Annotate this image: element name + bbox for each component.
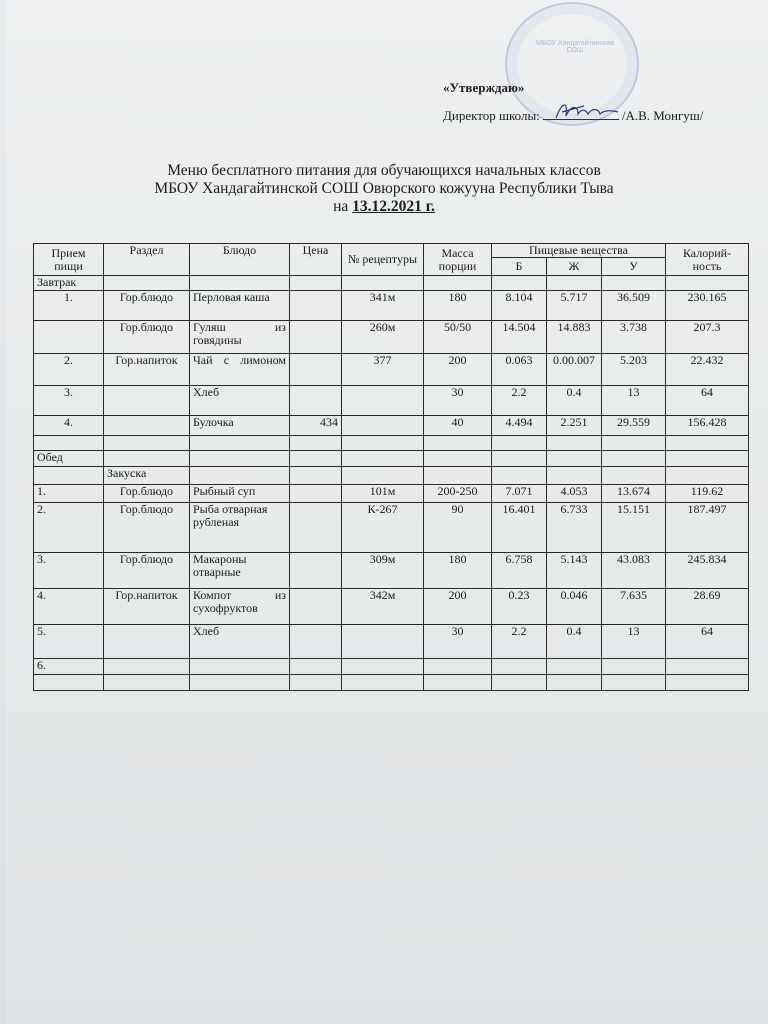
row-u: 13 <box>602 625 666 659</box>
col-b: Б <box>492 258 547 276</box>
row-mass: 180 <box>424 291 492 321</box>
row-price <box>290 386 342 416</box>
header-row-1 <box>34 244 749 258</box>
row-b: 2.2 <box>492 386 547 416</box>
row-section: Гор.блюдо <box>104 553 190 589</box>
row-mass: 30 <box>424 625 492 659</box>
row-number: 1. <box>34 291 104 321</box>
row-section: Гор.блюдо <box>104 503 190 553</box>
row-zh: 14.883 <box>547 321 602 354</box>
row-u: 7.635 <box>602 589 666 625</box>
row-zh: 0.00.007 <box>547 354 602 386</box>
director-signature <box>548 96 628 126</box>
row-recipe: 342м <box>342 589 424 625</box>
row-number: 4. <box>34 589 104 625</box>
title-line-1: Меню бесплатного питания для обучающихся начальных классов <box>167 162 601 179</box>
row-recipe: 341м <box>342 291 424 321</box>
table-row <box>34 659 749 675</box>
row-kcal: 207.3 <box>666 321 749 354</box>
row-b: 2.2 <box>492 625 547 659</box>
menu-date: 13.12.2021 г. <box>352 198 435 215</box>
row-recipe: 377 <box>342 354 424 386</box>
row-u: 29.559 <box>602 416 666 436</box>
row-mass: 30 <box>424 386 492 416</box>
row-zh: 0.4 <box>547 625 602 659</box>
row-section: Гор.блюдо <box>104 291 190 321</box>
title-line-3 <box>0 198 768 216</box>
table-row <box>34 321 749 354</box>
row-u: 3.738 <box>602 321 666 354</box>
row-kcal: 64 <box>666 625 749 659</box>
table-row <box>34 354 749 386</box>
row-u: 13.674 <box>602 485 666 503</box>
row-number: 6. <box>34 659 104 675</box>
menu-table <box>33 243 749 691</box>
document-title <box>0 162 768 216</box>
row-mass: 180 <box>424 553 492 589</box>
row-dish: Макароны отварные <box>190 553 290 589</box>
row-number: 2. <box>34 354 104 386</box>
row-recipe: 260м <box>342 321 424 354</box>
title-line-2: МБОУ Хандагайтинской СОШ Овюрского кожууна Республики Тыва <box>154 180 614 197</box>
row-mass: 200 <box>424 589 492 625</box>
row-recipe <box>342 386 424 416</box>
table-row <box>34 625 749 659</box>
row-kcal: 245.834 <box>666 553 749 589</box>
row-price <box>290 321 342 354</box>
row-number: 5. <box>34 625 104 659</box>
row-recipe: 101м <box>342 485 424 503</box>
col-meal: Прием пищи <box>34 244 104 276</box>
table-row <box>34 416 749 436</box>
row-b: 7.071 <box>492 485 547 503</box>
row-recipe: 309м <box>342 553 424 589</box>
breakfast-label: Завтрак <box>34 276 104 291</box>
row-number: 4. <box>34 416 104 436</box>
row-b: 0.063 <box>492 354 547 386</box>
col-dish: Блюдо <box>190 244 290 276</box>
row-mass: 200 <box>424 354 492 386</box>
empty-row <box>34 436 749 451</box>
row-dish: Гуляш из говядины <box>190 321 290 354</box>
lunch-label: Обед <box>34 451 104 467</box>
col-recipe: № рецептуры <box>342 244 424 276</box>
row-kcal: 156.428 <box>666 416 749 436</box>
row-section: Гор.напиток <box>104 589 190 625</box>
row-kcal: 28.69 <box>666 589 749 625</box>
row-section: Гор.напиток <box>104 354 190 386</box>
snack-label: Закуска <box>104 467 190 485</box>
row-u: 13 <box>602 386 666 416</box>
approval-heading: «Утверждаю» <box>443 80 525 95</box>
lunch-section-row <box>34 451 749 467</box>
row-price <box>290 553 342 589</box>
row-b: 4.494 <box>492 416 547 436</box>
col-nutrients: Пищевые вещества <box>492 244 666 258</box>
table-row <box>34 503 749 553</box>
row-b: 14.504 <box>492 321 547 354</box>
table-row <box>34 485 749 503</box>
title-date-prefix: на <box>333 198 349 215</box>
row-mass: 90 <box>424 503 492 553</box>
seal-text: МБОУ Хандагайтинская СОШ <box>535 40 615 54</box>
row-dish: Хлеб <box>190 386 290 416</box>
row-number: 2. <box>34 503 104 553</box>
row-number: 1. <box>34 485 104 503</box>
empty-row <box>34 675 749 691</box>
row-dish: Хлеб <box>190 625 290 659</box>
table-row <box>34 589 749 625</box>
row-u: 5.203 <box>602 354 666 386</box>
row-dish: Компот из сухофруктов <box>190 589 290 625</box>
row-zh: 2.251 <box>547 416 602 436</box>
row-kcal: 187.497 <box>666 503 749 553</box>
row-price <box>290 354 342 386</box>
row-recipe <box>342 625 424 659</box>
table-row <box>34 386 749 416</box>
row-section <box>104 416 190 436</box>
table-row <box>34 291 749 321</box>
row-dish: Булочка <box>190 416 290 436</box>
row-mass: 40 <box>424 416 492 436</box>
row-mass: 50/50 <box>424 321 492 354</box>
row-section <box>104 386 190 416</box>
row-kcal: 64 <box>666 386 749 416</box>
row-dish: Рыба отварная рубленая <box>190 503 290 553</box>
row-b: 8.104 <box>492 291 547 321</box>
row-zh: 4.053 <box>547 485 602 503</box>
row-u: 43.083 <box>602 553 666 589</box>
col-mass: Масса порции <box>424 244 492 276</box>
row-recipe: К-267 <box>342 503 424 553</box>
row-dish: Рыбный суп <box>190 485 290 503</box>
row-kcal: 230.165 <box>666 291 749 321</box>
director-label: Директор школы: <box>443 108 540 123</box>
col-price: Цена <box>290 244 342 276</box>
table-row <box>34 553 749 589</box>
row-price <box>290 485 342 503</box>
col-zh: Ж <box>547 258 602 276</box>
row-section: Гор.блюдо <box>104 485 190 503</box>
row-recipe <box>342 416 424 436</box>
row-zh: 6.733 <box>547 503 602 553</box>
row-b: 0.23 <box>492 589 547 625</box>
row-price <box>290 503 342 553</box>
col-calories: Калорий-ность <box>666 244 749 276</box>
row-number: 3. <box>34 553 104 589</box>
row-mass: 200-250 <box>424 485 492 503</box>
row-kcal: 119.62 <box>666 485 749 503</box>
row-kcal: 22.432 <box>666 354 749 386</box>
row-section <box>104 625 190 659</box>
col-u: У <box>602 258 666 276</box>
row-number <box>34 321 104 354</box>
row-dish: Чай с лимоном <box>190 354 290 386</box>
breakfast-section-row <box>34 276 749 291</box>
row-number: 3. <box>34 386 104 416</box>
row-b: 6.758 <box>492 553 547 589</box>
row-price <box>290 625 342 659</box>
row-price <box>290 589 342 625</box>
snack-row <box>34 467 749 485</box>
row-zh: 0.4 <box>547 386 602 416</box>
col-section: Раздел <box>104 244 190 276</box>
row-b: 16.401 <box>492 503 547 553</box>
director-name: /А.В. Монгуш/ <box>621 108 704 123</box>
row-zh: 0.046 <box>547 589 602 625</box>
row-u: 36.509 <box>602 291 666 321</box>
row-zh: 5.143 <box>547 553 602 589</box>
row-u: 15.151 <box>602 503 666 553</box>
row-dish: Перловая каша <box>190 291 290 321</box>
row-price: 434 <box>290 416 342 436</box>
row-price <box>290 291 342 321</box>
row-zh: 5.717 <box>547 291 602 321</box>
row-section: Гор.блюдо <box>104 321 190 354</box>
